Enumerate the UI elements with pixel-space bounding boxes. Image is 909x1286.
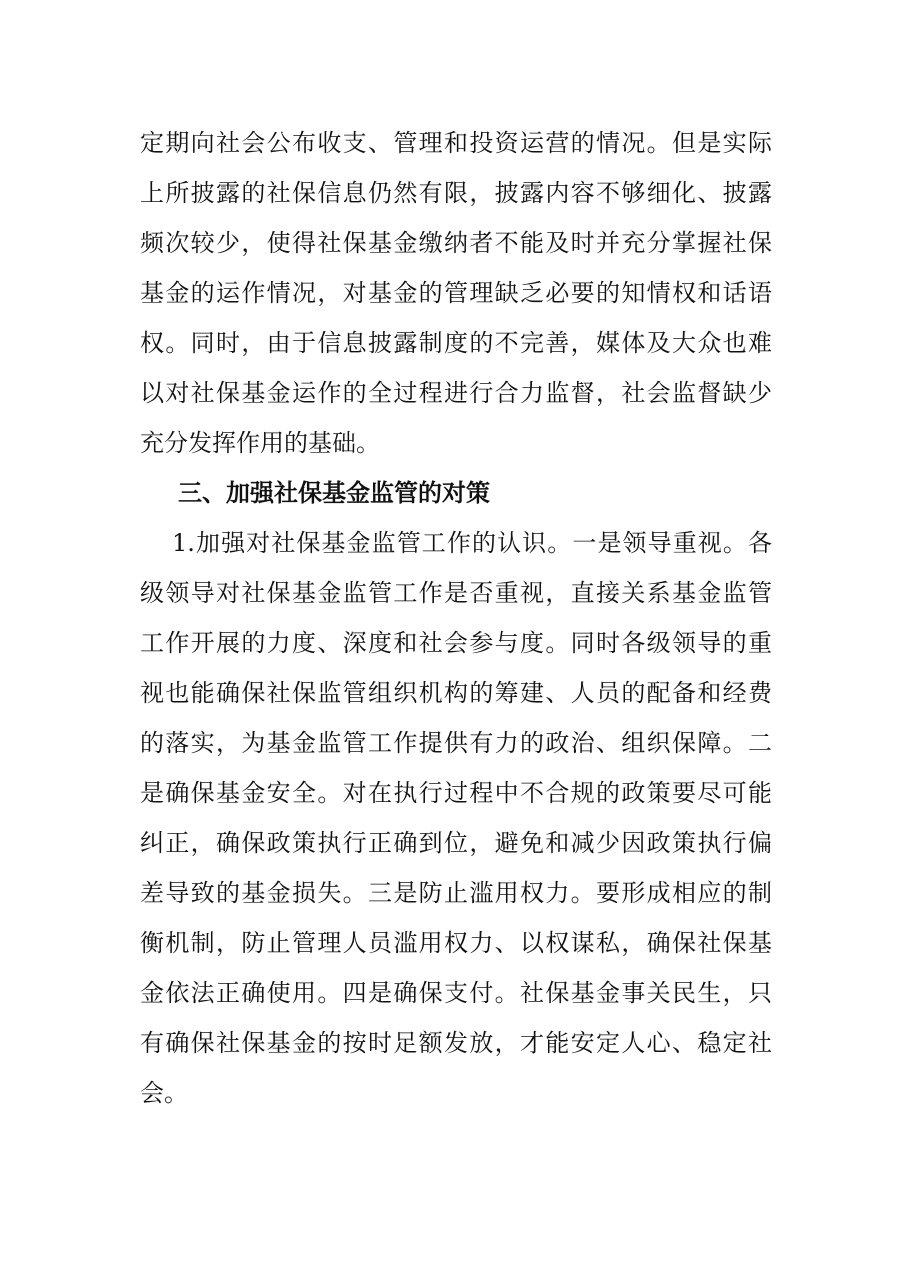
paragraph-line: 基金的运作情况，对基金的管理缺乏必要的知情权和话语 (140, 279, 772, 307)
paragraph-line: 定期向社会公布收支、管理和投资运营的情况。但是实际 (140, 129, 772, 157)
paragraph-line: 纠正，确保政策执行正确到位，避免和减少因政策执行偏 (140, 829, 772, 857)
paragraph-line: 是确保基金安全。对在执行过程中不合规的政策要尽可能 (140, 779, 772, 807)
paragraph-line: 频次较少，使得社保基金缴纳者不能及时并充分掌握社保 (140, 229, 772, 257)
paragraph-line: 上所披露的社保信息仍然有限，披露内容不够细化、披露 (140, 179, 772, 207)
paragraph-line: 金依法正确使用。四是确保支付。社保基金事关民生，只 (140, 979, 772, 1007)
section-heading: 三、加强社保基金监管的对策 (178, 479, 490, 507)
paragraph-line: 有确保社保基金的按时足额发放，才能安定人心、稳定社 (140, 1029, 772, 1057)
paragraph-line: 充分发挥作用的基础。 (140, 429, 380, 457)
paragraph-line: 的落实，为基金监管工作提供有力的政治、组织保障。二 (140, 729, 772, 757)
paragraph-line: 会。 (140, 1079, 188, 1107)
paragraph-line: 级领导对社保基金监管工作是否重视，直接关系基金监管 (140, 579, 772, 607)
paragraph-line: 以对社保基金运作的全过程进行合力监督，社会监督缺少 (140, 379, 772, 407)
paragraph-line: 1.加强对社保基金监管工作的认识。一是领导重视。各 (172, 529, 772, 557)
paragraph-line: 视也能确保社保监管组织机构的筹建、人员的配备和经费 (140, 679, 772, 707)
paragraph-line: 差导致的基金损失。三是防止滥用权力。要形成相应的制 (140, 879, 772, 907)
paragraph-line: 衡机制，防止管理人员滥用权力、以权谋私，确保社保基 (140, 929, 772, 957)
paragraph-line: 权。同时，由于信息披露制度的不完善，媒体及大众也难 (140, 329, 772, 357)
paragraph-line: 工作开展的力度、深度和社会参与度。同时各级领导的重 (140, 629, 772, 657)
